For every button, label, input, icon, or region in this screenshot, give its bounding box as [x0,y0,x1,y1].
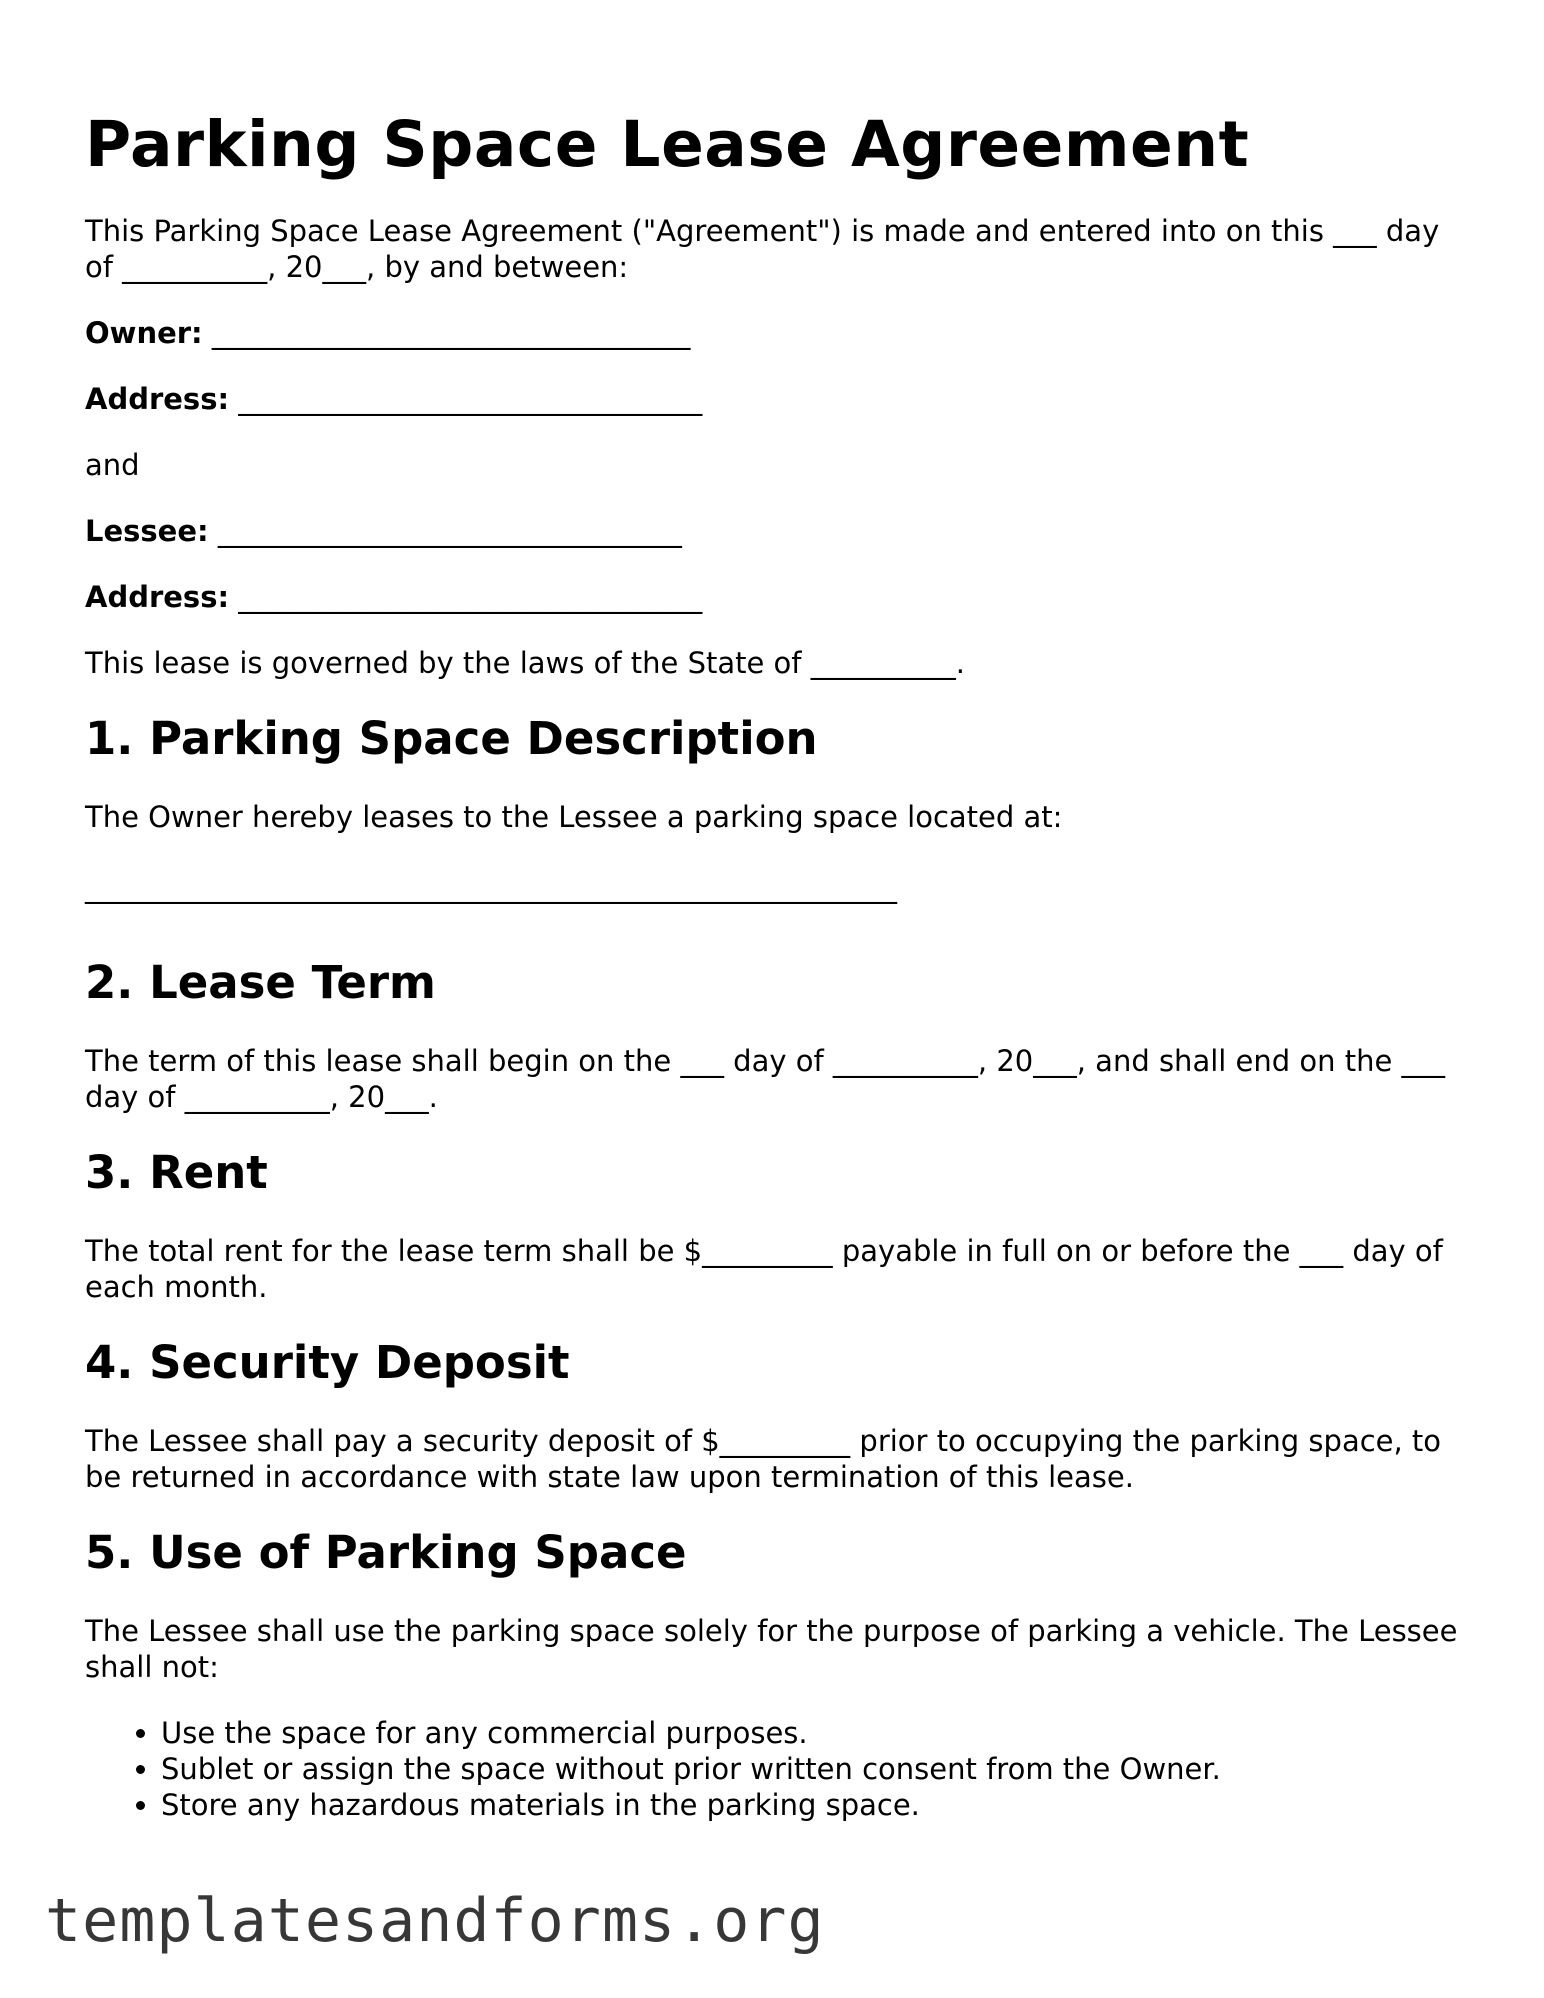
restrictions-list [85,1715,1465,1823]
owner-address-label: Address: [85,382,230,416]
lessee-address-label: Address: [85,580,230,614]
owner-field [85,315,1465,351]
watermark-logo: templatesandforms.org [45,1886,825,1956]
lessee-label: Lessee: [85,514,209,548]
section-heading: 1. Parking Space Description [85,712,818,765]
lessee-address-line: ________________________________ [238,580,703,614]
section-text: The total rent for the lease term shall be $_________ payable in full on or before the ___ day of each month. [85,1234,1443,1304]
section-heading: 2. Lease Term [85,956,436,1009]
location-blank-line: ________________________________________________________ [85,870,897,904]
section-heading: 5. Use of Parking Space [85,1526,687,1579]
owner-address-field [85,381,1465,417]
section-text: The Owner hereby leases to the Lessee a parking space located at: [85,800,1063,834]
lessee-line: ________________________________ [217,514,682,548]
section-heading: 3. Rent [85,1146,268,1199]
and-text: and [85,448,140,482]
owner-line: _________________________________ [211,316,691,350]
section-text: The Lessee shall pay a security deposit of $_________ prior to occupying the parking space, to be returned in accordance with state law upon termination of this lease. [85,1424,1442,1494]
governing-law-text: This lease is governed by the laws of the State of __________. [85,646,965,680]
section-text: The Lessee shall use the parking space solely for the purpose of parking a vehicle. The Lessee shall not: [85,1614,1458,1684]
list-item: • Sublet or assign the space without prior written consent from the Owner. [161,1751,1465,1787]
owner-label: Owner: [85,316,203,350]
section-text: The term of this lease shall begin on the ___ day of __________, 20___, and shall end on the ___ day of __________, 20___. [85,1044,1446,1114]
owner-address-line: ________________________________ [238,382,703,416]
list-item: • Use the space for any commercial purposes. [161,1715,1465,1751]
intro-paragraph: This Parking Space Lease Agreement ("Agreement") is made and entered into on this ___ day of __________, 20___, by and between: [85,214,1440,284]
document-title: Parking Space Lease Agreement [85,108,1250,181]
document-page [85,105,1465,1823]
lessee-field [85,513,1465,549]
section-heading: 4. Security Deposit [85,1336,570,1389]
lessee-address-field [85,579,1465,615]
list-item: • Store any hazardous materials in the parking space. [161,1787,1465,1823]
